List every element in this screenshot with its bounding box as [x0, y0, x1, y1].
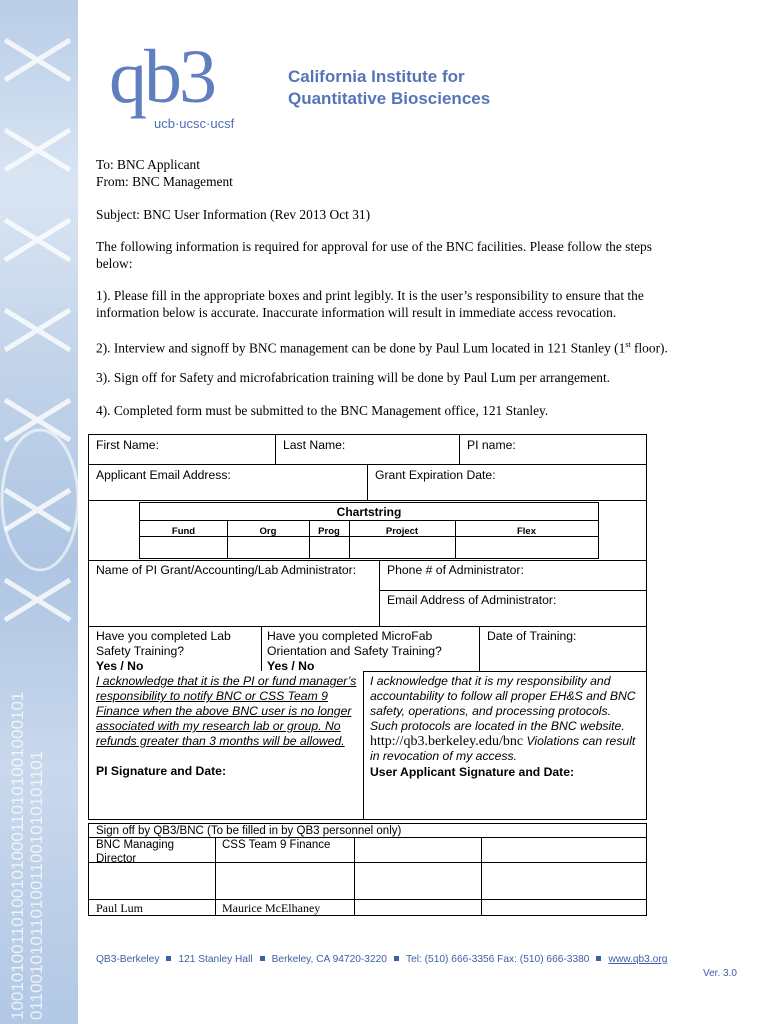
admin-phone-field[interactable]: Phone # of Administrator:: [387, 563, 524, 577]
user-acknowledgment: I acknowledge that it is my responsibility and accountability to follow all proper EH&S and BNC safety, operations, and processing protocols. Such protocols are located in the BNC website. http://qb3.berkeley.edu/bnc Violations can result in revocation of my access.: [370, 674, 636, 763]
chartstring-col-prog: Prog: [318, 526, 340, 537]
memo-from: From: BNC Management: [96, 174, 233, 189]
institute-name: California Institute for Quantitative Biosciences: [288, 67, 491, 108]
memo-subject: Subject: BNC User Information (Rev 2013 Oct 31): [96, 207, 371, 222]
chartstring-col-flex: Flex: [516, 526, 536, 537]
applicant-email-field[interactable]: Applicant Email Address:: [96, 468, 231, 482]
qb3-logo: [109, 35, 269, 140]
dna-helix-graphic: [0, 20, 78, 660]
memo-to: To: BNC Applicant: [96, 157, 200, 172]
admin-name-field[interactable]: Name of PI Grant/Accounting/Lab Administrator:: [96, 563, 357, 577]
last-name-field[interactable]: Last Name:: [283, 438, 346, 452]
signoff-header: Sign off by QB3/BNC (To be filled in by QB3 personnel only): [96, 825, 402, 837]
css-finance-label: CSS Team 9 Finance: [222, 839, 331, 851]
grant-expiration-field[interactable]: Grant Expiration Date:: [375, 468, 496, 482]
version-label: Ver. 3.0: [703, 968, 737, 979]
applicant-form: [88, 434, 647, 820]
microfab-yes-no[interactable]: Yes / No: [267, 659, 315, 673]
bnc-director-name: Paul Lum: [96, 901, 143, 915]
bnc-director-label: BNC Managing Director: [96, 839, 174, 865]
first-name-field[interactable]: First Name:: [96, 438, 159, 452]
memo-step-4: 4). Completed form must be submitted to the BNC Management office, 121 Stanley.: [96, 403, 549, 418]
chartstring-title: Chartstring: [336, 505, 402, 519]
pi-name-field[interactable]: PI name:: [467, 438, 516, 452]
logo-subtitle: ucb·ucsc·ucsf: [154, 116, 235, 131]
decorative-side-band: [0, 0, 78, 1024]
memo-step-1: 1). Please fill in the appropriate boxes and print legibly. It is the user’s responsibility to ensure that the information below is accurate. Inaccurate information will result in immediate access revocation.: [96, 288, 644, 320]
memo-step-3: 3). Sign off for Safety and microfabrication training will be done by Paul Lum per arrangement.: [96, 370, 611, 385]
css-finance-name: Maurice McElhaney: [222, 901, 321, 915]
chartstring-table: [139, 502, 599, 559]
date-of-training-field[interactable]: Date of Training:: [487, 629, 577, 643]
page-footer: QB3-Berkeley 121 Stanley Hall Berkeley, CA 94720-3220 Tel: (510) 666-3356 Fax: (510) 666-3380 www.qb3.org: [96, 954, 668, 965]
lab-safety-question: Have you completed Lab Safety Training?: [96, 629, 231, 658]
pi-signature-label[interactable]: PI Signature and Date:: [96, 764, 227, 778]
signoff-table: [88, 823, 647, 916]
qb3-website-link[interactable]: www.qb3.org: [608, 954, 668, 965]
chartstring-col-org: Org: [259, 526, 277, 537]
pi-acknowledgment: I acknowledge that it is the PI or fund manager’s responsibility to notify BNC or CSS Team 9 Finance when the above BNC user is no longer associated with my research lab or group. No refunds greater than 3 months will be allowed.: [96, 674, 357, 748]
logo-wordmark: qb3: [109, 35, 214, 119]
chartstring-col-project: Project: [385, 526, 419, 537]
binary-pattern: 1001010011010010100011010100100010101100101011010011001010101101: [8, 691, 46, 1020]
bnc-website-link[interactable]: http://qb3.berkeley.edu/bnc: [370, 734, 524, 749]
memo-intro: The following information is required for approval for use of the BNC facilities. Please follow the steps below:: [96, 239, 652, 271]
lab-safety-yes-no[interactable]: Yes / No: [96, 659, 144, 673]
admin-email-field[interactable]: Email Address of Administrator:: [387, 593, 557, 607]
chartstring-col-fund: Fund: [171, 526, 196, 537]
memo-step-2: 2). Interview and signoff by BNC management can be done by Paul Lum located in 121 Stanley (1st floor).: [96, 340, 668, 356]
microfab-question: Have you completed MicroFab Orientation and Safety Training?: [267, 629, 442, 658]
user-signature-label[interactable]: User Applicant Signature and Date:: [370, 765, 575, 779]
